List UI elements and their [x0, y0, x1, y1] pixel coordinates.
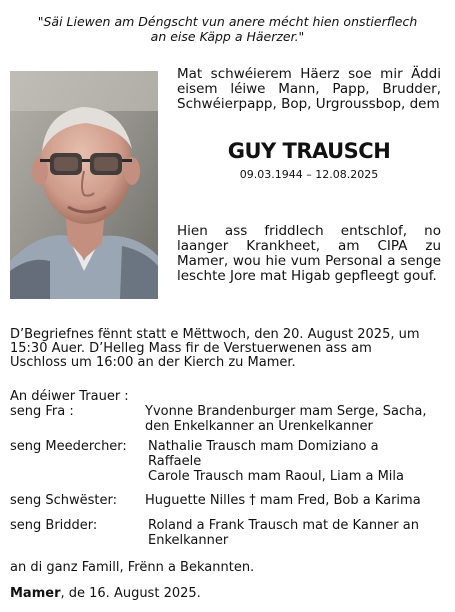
- mourner-line: Nathalie Trausch mam Domiziano a: [148, 439, 379, 454]
- mourner-group-label: seng Bridder:: [10, 518, 98, 533]
- place-date-line: [10, 586, 201, 601]
- mourner-line: Raffaele: [148, 454, 202, 469]
- place-name: Mamer: [10, 586, 61, 601]
- funeral-line-1: D’Begriefnes fënnt statt e Mëttwoch, den 20. August 2025, um: [10, 327, 420, 342]
- portrait-photo: [10, 71, 158, 299]
- funeral-line-2: 15:30 Auer. D’Helleg Mass fir de Verstuerwenen ass am: [10, 341, 372, 356]
- intro-paragraph: [177, 67, 441, 112]
- mourner-line: den Enkelkanner an Urenkelkanner: [145, 419, 373, 434]
- deceased-name: GUY TRAUSCH: [227, 139, 391, 163]
- quote-line-1: "Säi Liewen am Déngscht vun anere mécht hien onstierflech: [37, 14, 418, 29]
- mourner-line: Roland a Frank Trausch mat de Kanner an: [148, 518, 419, 533]
- quote-line-2: an eise Käpp a Häerzer.": [150, 29, 305, 44]
- memorial-quote: [0, 14, 455, 44]
- funeral-line-3: Uschloss um 16:00 an der Kierch zu Mamer.: [10, 355, 296, 370]
- intro-text: Mat schwéierem Häerz soe mir Äddi eisem léiwe Mann, Papp, Brudder, Schwéierpapp, Bop, Urgroussbop, dem: [177, 66, 441, 112]
- mourners-header: An déiwer Trauer :: [10, 389, 129, 404]
- mourner-group-label: seng Fra :: [10, 404, 74, 419]
- mourner-line: Enkelkanner: [148, 533, 229, 548]
- mourner-group-label: seng Schwëster:: [10, 493, 118, 508]
- closing-line: an di ganz Famill, Frënn a Bekannten.: [10, 560, 255, 575]
- mourner-line: Carole Trausch mam Raoul, Liam a Mila: [148, 469, 405, 484]
- mourner-line: Huguette Nilles † mam Fred, Bob a Karima: [145, 493, 421, 508]
- funeral-info: [10, 328, 442, 370]
- mourner-line: Yvonne Brandenburger mam Serge, Sacha,: [145, 404, 427, 419]
- life-dates: 09.03.1944 – 12.08.2025: [239, 168, 379, 181]
- passing-paragraph: Hien ass friddlech entschlof, no laanger Krankheet, am CIPA zu Mamer, wou hie vum Personal a senge leschte Jore mat Higab gepfleegt gouf.: [177, 223, 441, 284]
- mourner-group-label: seng Meedercher:: [10, 439, 127, 454]
- date-text: , de 16. August 2025.: [60, 586, 201, 601]
